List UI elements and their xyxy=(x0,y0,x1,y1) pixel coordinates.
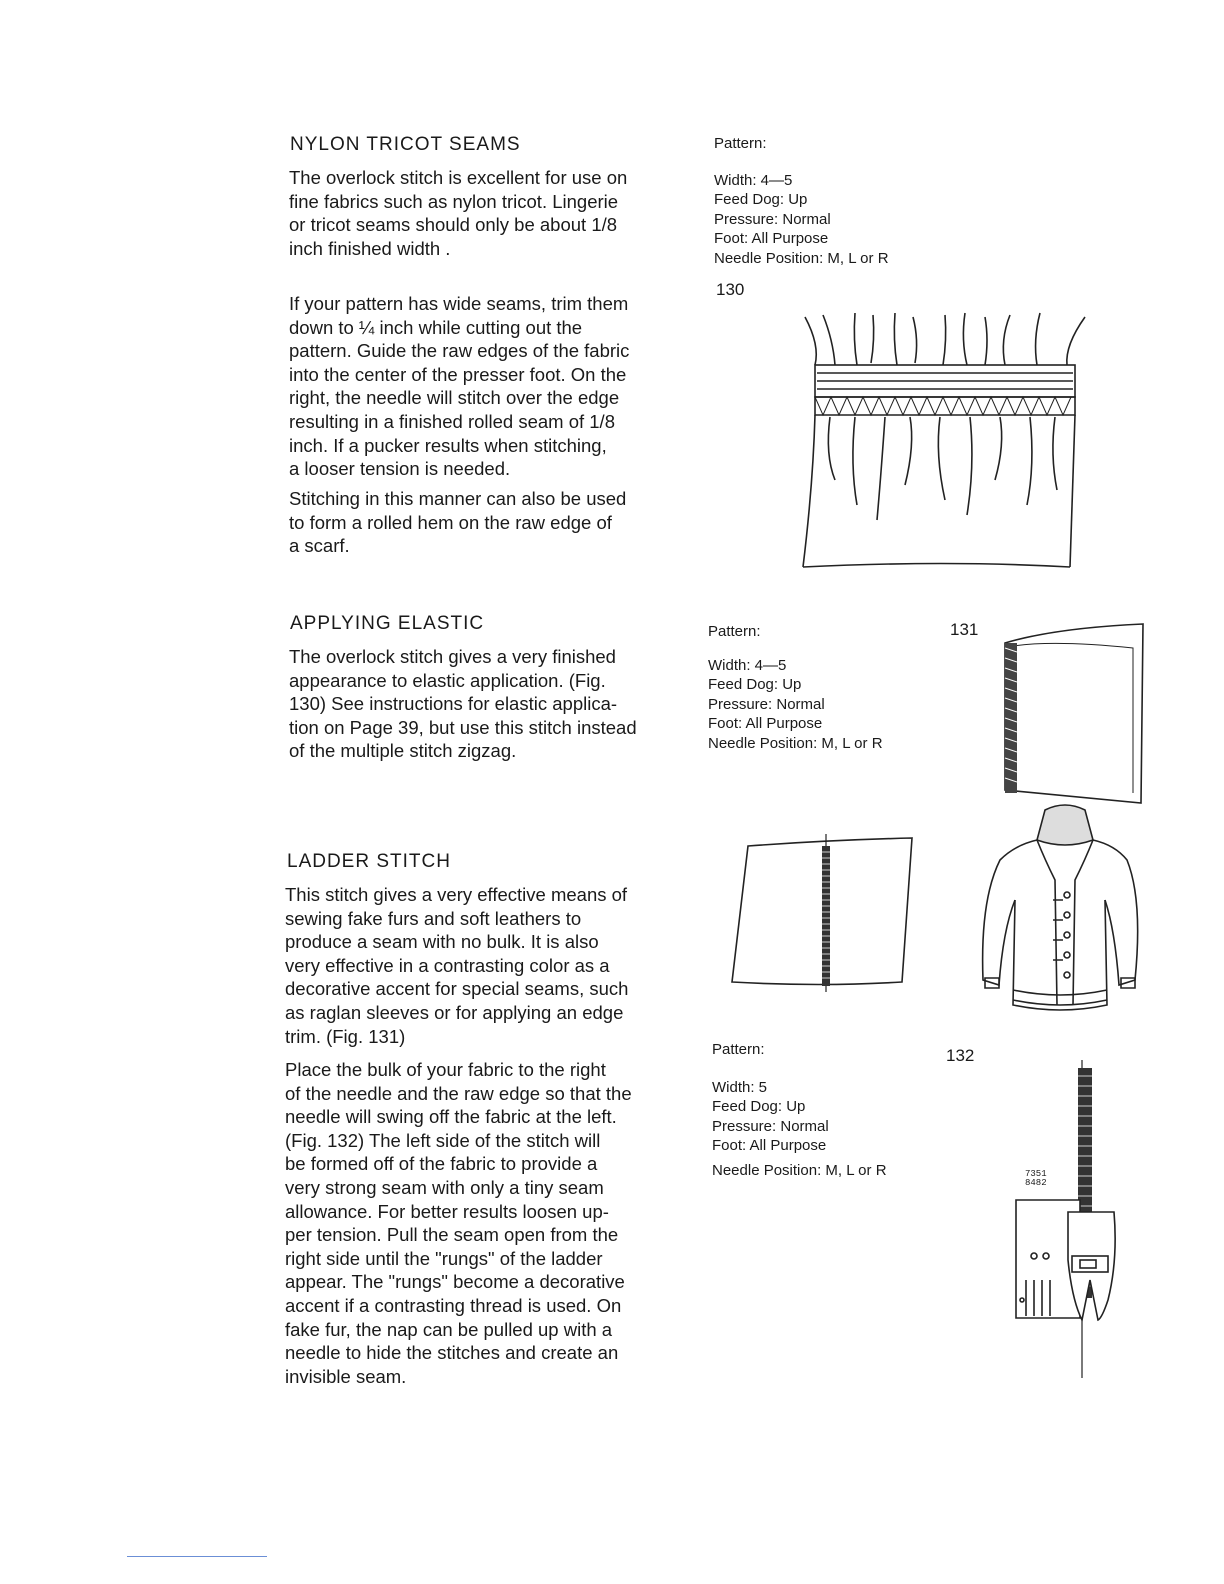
text-line: The overlock stitch is excellent for use on xyxy=(289,167,628,188)
figure-number-132: 132 xyxy=(946,1046,975,1065)
text-line: very effective in a contrasting color as a xyxy=(285,954,610,976)
dial-top-number: 7351 xyxy=(1025,1169,1047,1179)
heading-applying-elastic: APPLYING ELASTIC xyxy=(290,613,485,634)
setting-width: Width: 4—5 xyxy=(714,171,793,189)
setting-feed-dog: Feed Dog: Up xyxy=(712,1098,806,1115)
paragraph-nylon-2 xyxy=(289,292,689,481)
heading-nylon-tricot-seams: NYLON TRICOT SEAMS xyxy=(290,134,521,155)
setting-feed-dog: Feed Dog: Up xyxy=(714,191,808,208)
text-line: inch. If a pucker results when stitching, xyxy=(289,434,607,456)
setting-pattern: Pattern: xyxy=(708,623,761,640)
text-line: invisible seam. xyxy=(285,1365,407,1387)
figure-number-131: 131 xyxy=(950,620,979,639)
text-line: per tension. Pull the seam open from the xyxy=(285,1224,619,1246)
setting-needle-position: Needle Position: M, L or R xyxy=(712,1161,887,1179)
text-line: allowance. For better results loosen up- xyxy=(285,1200,609,1222)
text-line: right side until the "rungs" of the ladder xyxy=(285,1247,603,1269)
text-line: inch finished width . xyxy=(289,237,451,259)
text-line: accent if a contrasting thread is used. On xyxy=(285,1294,622,1316)
text-line: of the needle and the raw edge so that the xyxy=(285,1082,632,1104)
heading-ladder-stitch: LADDER STITCH xyxy=(287,851,451,872)
text-line: sewing fake furs and soft leathers to xyxy=(285,907,582,929)
text-line: of the multiple stitch zigzag. xyxy=(289,740,517,762)
text-line: into the center of the presser foot. On the xyxy=(289,363,627,385)
settings-elastic xyxy=(708,622,883,753)
text-line: resulting in a finished rolled seam of 1/8 xyxy=(289,410,615,432)
paragraph-nylon-1 xyxy=(289,166,689,260)
setting-width: Width: 5 xyxy=(712,1078,768,1096)
text-line: needle to hide the stitches and create an xyxy=(285,1342,619,1364)
text-line: appearance to elastic application. (Fig. xyxy=(289,669,606,691)
setting-pressure: Pressure: Normal xyxy=(712,1117,829,1135)
text-line: Stitching in this manner can also be used xyxy=(289,488,627,509)
text-line: 130) See instructions for elastic applica- xyxy=(289,693,618,715)
setting-pattern: Pattern: xyxy=(712,1041,765,1058)
text-line: fine fabrics such as nylon tricot. Lingerie xyxy=(289,190,619,212)
text-line: be formed off of the fabric to provide a xyxy=(285,1153,598,1175)
footer-rule xyxy=(127,1556,267,1557)
text-line: trim. (Fig. 131) xyxy=(285,1025,406,1047)
figure-130-illustration xyxy=(795,305,1095,575)
figure-ladder-fabric-sample xyxy=(730,832,915,997)
text-line: or tricot seams should only be about 1/8 xyxy=(289,214,618,236)
paragraph-nylon-3 xyxy=(289,487,689,558)
text-line: a scarf. xyxy=(289,535,350,557)
figure-number-130: 130 xyxy=(716,280,745,299)
setting-foot: Foot: All Purpose xyxy=(712,1137,827,1154)
setting-pattern: Pattern: xyxy=(714,135,767,152)
figure-131-fabric-illustration xyxy=(995,618,1155,808)
text-line: If your pattern has wide seams, trim them xyxy=(289,293,629,314)
text-line: a looser tension is needed. xyxy=(289,458,511,480)
setting-width: Width: 4—5 xyxy=(708,656,787,674)
setting-foot: Foot: All Purpose xyxy=(708,715,823,732)
text-line: very strong seam with only a tiny seam xyxy=(285,1176,604,1198)
figure-132-presser-foot-illustration xyxy=(1010,1060,1130,1380)
text-line: decorative accent for special seams, such xyxy=(285,978,629,1000)
setting-needle-position: Needle Position: M, L or R xyxy=(708,734,883,752)
setting-needle-position: Needle Position: M, L or R xyxy=(714,249,889,267)
text-line: Place the bulk of your fabric to the right xyxy=(285,1059,606,1080)
settings-nylon xyxy=(714,134,889,268)
text-line: needle will swing off the fabric at the left. xyxy=(285,1106,617,1128)
text-line: down to ¼ inch while cutting out the xyxy=(289,316,583,338)
text-line: The overlock stitch gives a very finished xyxy=(289,646,616,667)
dial-bottom-number: 8482 xyxy=(1025,1178,1047,1188)
text-line: This stitch gives a very effective means of xyxy=(285,884,628,905)
text-line: tion on Page 39, but use this stitch instead xyxy=(289,716,637,738)
text-line: right, the needle will stitch over the edge xyxy=(289,387,620,409)
setting-foot: Foot: All Purpose xyxy=(714,230,829,247)
paragraph-ladder-2 xyxy=(285,1058,690,1388)
text-line: (Fig. 132) The left side of the stitch will xyxy=(285,1129,601,1151)
text-line: appear. The "rungs" become a decorative xyxy=(285,1271,625,1293)
text-line: as raglan sleeves or for applying an edge xyxy=(285,1001,624,1023)
setting-pressure: Pressure: Normal xyxy=(708,695,825,713)
settings-ladder xyxy=(712,1040,887,1180)
setting-feed-dog: Feed Dog: Up xyxy=(708,676,802,693)
text-line: fake fur, the nap can be pulled up with a xyxy=(285,1318,613,1340)
setting-pressure: Pressure: Normal xyxy=(714,210,831,228)
dial-numbers xyxy=(1025,1170,1047,1188)
text-line: pattern. Guide the raw edges of the fabric xyxy=(289,340,630,362)
figure-jacket-illustration xyxy=(975,800,1145,1020)
paragraph-ladder-1 xyxy=(285,883,690,1048)
text-line: to form a rolled hem on the raw edge of xyxy=(289,511,612,533)
paragraph-elastic-1 xyxy=(289,645,689,763)
text-line: produce a seam with no bulk. It is also xyxy=(285,931,599,953)
